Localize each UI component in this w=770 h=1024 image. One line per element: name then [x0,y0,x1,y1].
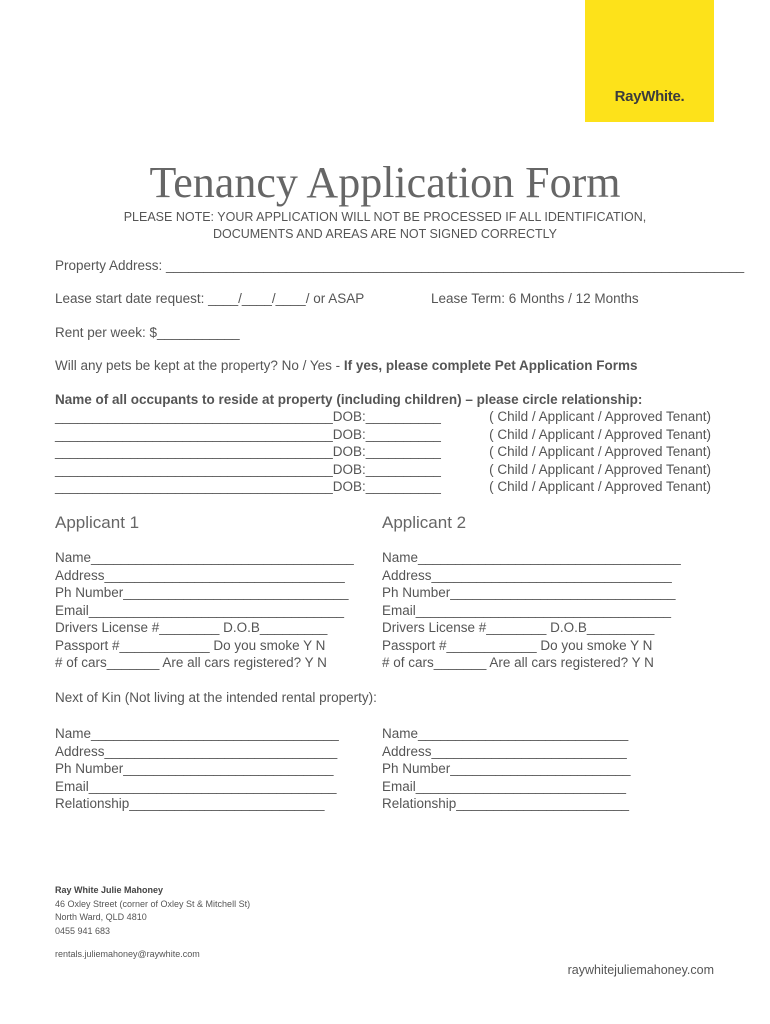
occupant-relationship[interactable]: ( Child / Applicant / Approved Tenant) [489,462,711,477]
office-website: raywhitejuliemahoney.com [567,963,714,977]
occupant-relationship[interactable]: ( Child / Applicant / Approved Tenant) [489,427,711,442]
occupant-row[interactable] [55,427,711,442]
applicant-1-name-field[interactable]: Name___________________________________ [55,550,354,565]
page-title: Tenancy Application Form [149,158,621,207]
office-contact [55,884,250,938]
applicant-1-license-dob-field[interactable]: Drivers License #________ D.O.B_________ [55,620,328,635]
pets-question-text: Will any pets be kept at the property? No / Yes - [55,358,344,373]
office-address-1: 46 Oxley Street (corner of Oxley St & Mitchell St) [55,898,251,909]
applicant-2-passport-smoke-field[interactable]: Passport #____________ Do you smoke Y N [382,637,653,653]
kin-1-name-field[interactable]: Name_________________________________ [55,726,339,741]
applicant-2-cars-field[interactable]: # of cars_______ Are all cars registered? Y N [382,655,654,670]
pets-note: If yes, please complete Pet Application Forms [343,358,638,373]
office-address-2: North Ward, QLD 4810 [55,912,147,922]
brand-logo-box [585,0,714,122]
applicant-2-fields [382,549,681,672]
applicant-1-email-field[interactable]: Email__________________________________ [55,602,345,618]
applicant-2-email-field[interactable]: Email__________________________________ [382,602,672,618]
office-name: Ray White Julie Mahoney [55,885,164,895]
kin-2-phone-field[interactable]: Ph Number________________________ [382,761,631,776]
occupant-relationship[interactable]: ( Child / Applicant / Approved Tenant) [489,444,711,459]
occupant-row[interactable] [55,479,711,494]
occupant-name-dob[interactable]: _____________________________________DOB:__________ [55,479,441,494]
kin-2-relationship-field[interactable]: Relationship_______________________ [382,796,629,811]
processing-note [0,209,770,243]
occupant-name-dob[interactable]: _____________________________________DOB:__________ [55,409,441,424]
kin-1-phone-field[interactable]: Ph Number____________________________ [55,761,334,776]
applicant-2-license-dob-field[interactable]: Drivers License #________ D.O.B_________ [382,620,655,635]
next-of-kin-left [55,725,339,813]
applicant-2-phone-field[interactable]: Ph Number______________________________ [382,585,676,600]
lease-start-field[interactable]: Lease start date request: ____/____/____/ or ASAP [55,291,365,306]
next-of-kin-right [382,725,630,813]
occupant-row[interactable] [55,409,711,424]
applicant-1-cars-field[interactable]: # of cars_______ Are all cars registered? Y N [55,655,327,670]
occupant-name-dob[interactable]: _____________________________________DOB:__________ [55,427,441,442]
applicant-2-name-field[interactable]: Name___________________________________ [382,550,681,565]
next-of-kin-heading: Next of Kin (Not living at the intended rental property): [55,690,377,705]
occupant-row[interactable] [55,462,711,477]
applicant-2-heading: Applicant 2 [382,513,467,532]
applicant-1-address-field[interactable]: Address________________________________ [55,567,345,583]
occupant-relationship[interactable]: ( Child / Applicant / Approved Tenant) [489,479,711,494]
property-address-field[interactable]: Property Address: _____________________________________________________________________________ [55,258,745,273]
pets-question[interactable] [55,358,638,373]
lease-term-field[interactable]: Lease Term: 6 Months / 12 Months [431,291,639,306]
occupant-row[interactable] [55,444,711,459]
note-line-2: DOCUMENTS AND AREAS ARE NOT SIGNED CORRECTLY [212,227,558,241]
kin-2-name-field[interactable]: Name____________________________ [382,726,629,741]
occupant-name-dob[interactable]: _____________________________________DOB:__________ [55,462,441,477]
kin-2-email-field[interactable]: Email____________________________ [382,778,626,794]
kin-1-email-field[interactable]: Email_________________________________ [55,778,337,794]
kin-2-address-field[interactable]: Address__________________________ [382,743,627,759]
brand-logo: RayWhite. [614,88,685,105]
rent-field[interactable]: Rent per week: $___________ [55,325,240,340]
occupant-relationship[interactable]: ( Child / Applicant / Approved Tenant) [489,409,711,424]
applicant-1-passport-smoke-field[interactable]: Passport #____________ Do you smoke Y N [55,637,326,653]
occupant-name-dob[interactable]: _____________________________________DOB:__________ [55,444,441,459]
applicant-1-fields [55,549,354,672]
occupants-heading: Name of all occupants to reside at property (including children) – please circle relationship: [55,392,643,407]
office-email: rentals.juliemahoney@raywhite.com [55,949,200,959]
kin-1-address-field[interactable]: Address_______________________________ [55,743,338,759]
applicant-1-heading: Applicant 1 [55,513,140,532]
note-line-1: PLEASE NOTE: YOUR APPLICATION WILL NOT BE PROCESSED IF ALL IDENTIFICATION, [123,210,647,224]
kin-1-relationship-field[interactable]: Relationship__________________________ [55,796,325,811]
applicant-1-phone-field[interactable]: Ph Number______________________________ [55,585,349,600]
applicant-2-address-field[interactable]: Address________________________________ [382,567,672,583]
office-phone: 0455 941 683 [55,925,111,936]
